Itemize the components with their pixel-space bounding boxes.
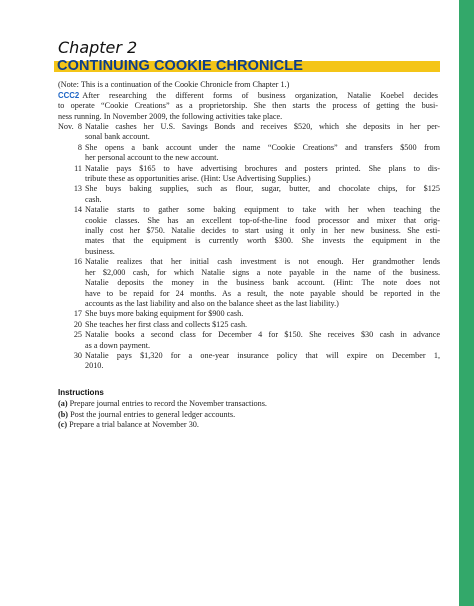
entry-line: business. (85, 246, 115, 256)
entry-text (85, 143, 440, 164)
transaction-entry (58, 122, 440, 143)
entry-line: cookie classes. She has an excellent top-of-the-line food processor and mixer that orig- (85, 215, 440, 225)
entry-text (85, 257, 440, 309)
entry-text (85, 330, 440, 351)
entry-line: have to be repaid for 24 months. As a result, the note payable should be reported in the (85, 288, 440, 298)
instruction-item-b: (b) Post the journal entries to general ledger accounts. (58, 409, 236, 419)
entry-text (85, 309, 440, 319)
entry-text (85, 351, 440, 372)
instructions-heading: Instructions (58, 388, 104, 397)
entry-line: her $2,000 cash, for which Natalie signs a note payable in the name of the business. (85, 267, 440, 277)
transaction-entry (58, 205, 440, 257)
entry-day: 25 (73, 330, 82, 340)
transaction-entry (58, 257, 440, 309)
entry-day: 17 (73, 309, 82, 319)
instruction-item-a: (a) Prepare journal entries to record the November transactions. (58, 399, 267, 408)
transaction-entry (58, 164, 440, 185)
entry-day: 20 (73, 319, 82, 329)
entry-line: Natalie realizes that her initial cash investment is not enough. Her grandmother lends (85, 257, 440, 267)
entry-line: as a down payment. (85, 340, 151, 350)
entry-month: Nov. (58, 122, 74, 131)
entry-day: 8 (77, 142, 82, 152)
entry-line: Natalie cashes her U.S. Savings Bonds and receives $520, which she deposits in her per- (85, 122, 440, 131)
section-banner (54, 59, 440, 74)
entry-line: Natalie pays $1,320 for a one-year insurance policy that will expire on December 1, (85, 350, 440, 360)
intro-line: ness running. In November 2009, the following activities take place. (58, 111, 283, 121)
entry-line: She buys more baking equipment for $900 cash. (85, 309, 244, 319)
entry-text (85, 122, 440, 143)
entry-line: mates that the equipment is currently worth $300. She invests the equipment in the (85, 236, 440, 246)
entry-line: 2010. (85, 361, 104, 371)
chapter-label: Chapter 2 (58, 38, 138, 57)
entry-day: 8 (77, 122, 82, 131)
section-title: CONTINUING COOKIE CHRONICLE (57, 58, 303, 74)
entry-line: her personal account to the new account. (85, 153, 219, 163)
entry-day: 13 (73, 184, 82, 194)
entry-line: inally cost her $750. Natalie decides to start using it only in her new business. She esti- (85, 226, 440, 236)
entry-line: Natalie books a second class for December 4 for $150. She receives $30 cash in advance (85, 330, 440, 340)
entry-line: cash. (85, 194, 102, 204)
entry-line: Natalie pays $165 to have advertising brochures and posters printed. She plans to dis- (85, 163, 440, 173)
intro-line: to operate “Cookie Creations” as a proprietorship. She then starts the process of getting the busi- (58, 101, 438, 111)
entry-line: She opens a bank account under the name “Cookie Creations” and transfers $500 from (85, 142, 440, 152)
transaction-entry (58, 143, 440, 164)
entry-day: 30 (73, 350, 82, 360)
entry-line: Natalie deposits the money in the business bank account. (Hint: The note does not (85, 278, 440, 288)
instruction-item-c: (c) Prepare a trial balance at November 30. (58, 420, 199, 429)
side-color-stripe (459, 0, 474, 606)
continuation-note: (Note: This is a continuation of the Cookie Chronicle from Chapter 1.) (58, 80, 290, 89)
entry-line: accounts as the last liability and also on the balance sheet as the last liability.) (85, 298, 339, 308)
entry-text (85, 184, 440, 205)
transaction-entry (58, 330, 440, 351)
entry-line: tribute these as opportunities arise. (Hint: Use Advertising Supplies.) (85, 174, 311, 184)
transaction-entry (58, 320, 440, 330)
transaction-entry (58, 184, 440, 205)
entry-text (85, 320, 440, 330)
entry-text (85, 205, 440, 257)
entry-line: She buys baking supplies, such as flour, sugar, butter, and chocolate chips, for $125 (85, 184, 440, 194)
intro-paragraph (58, 91, 438, 122)
entry-day: 14 (73, 205, 82, 215)
transaction-list (58, 122, 440, 372)
entry-day: 16 (73, 257, 82, 267)
problem-code: CCC2 (58, 91, 80, 100)
entry-line: She teaches her first class and collects $125 cash. (85, 319, 248, 329)
entry-line: sonal bank account. (85, 132, 150, 142)
entry-line: Natalie starts to gather some baking equipment to take with her when teaching the (85, 205, 440, 215)
entry-text (85, 164, 440, 185)
intro-line: CCC2 After researching the different forms of business organization, Natalie Koebel decides (58, 91, 438, 100)
transaction-entry (58, 309, 440, 319)
entry-day: 11 (74, 163, 82, 173)
transaction-entry (58, 351, 440, 372)
